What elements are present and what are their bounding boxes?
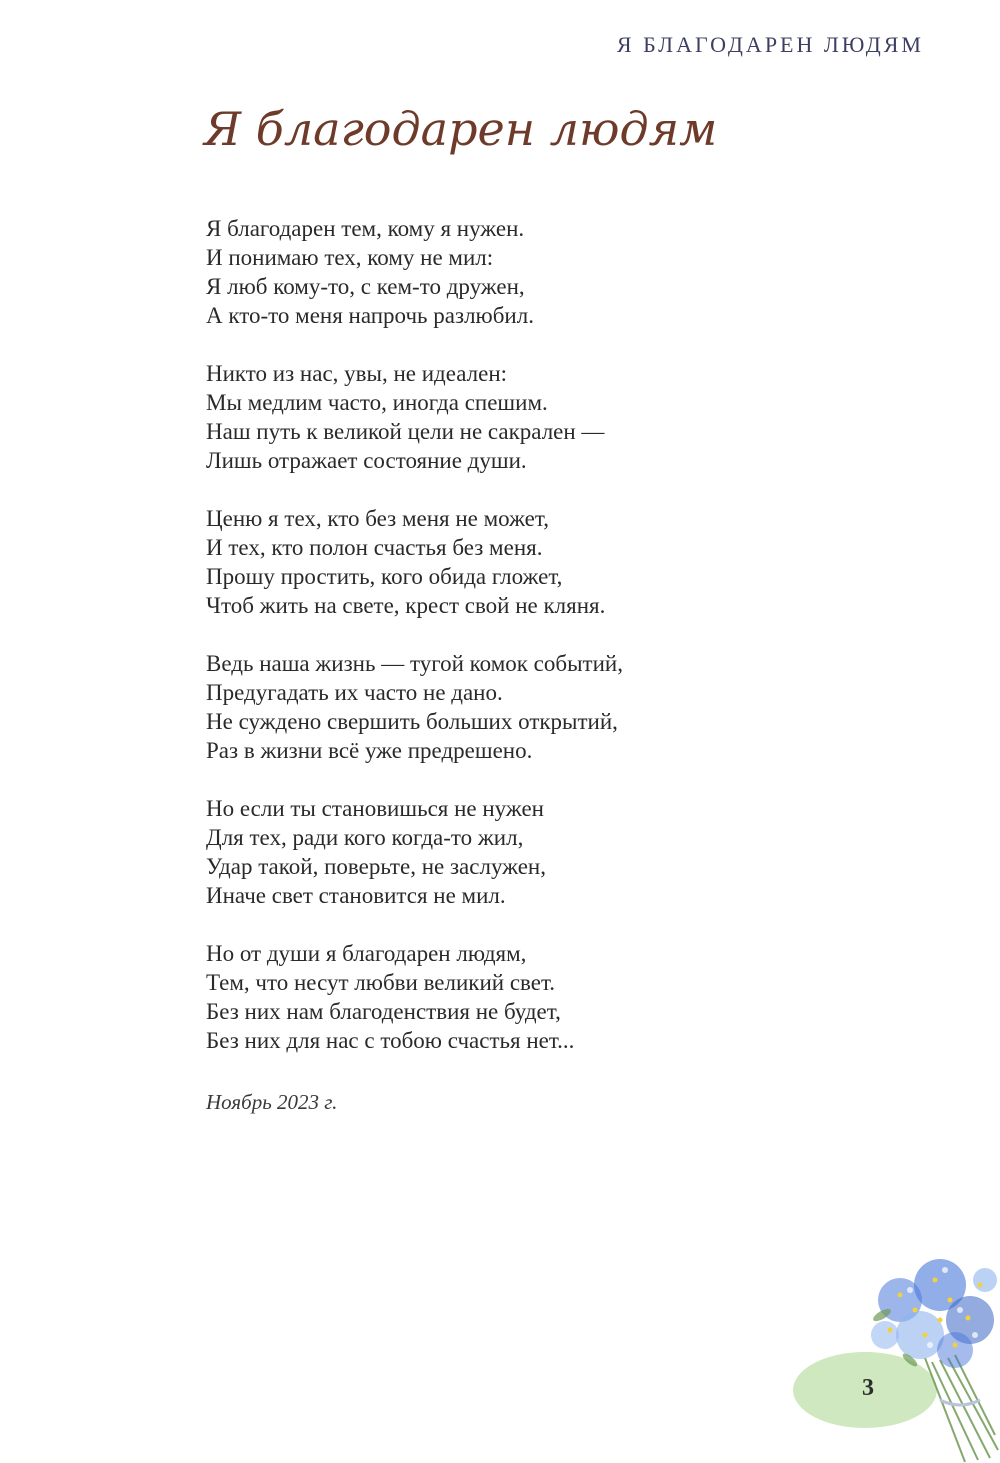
stanza bbox=[206, 794, 766, 910]
poem-line: А кто-то меня напрочь разлюбил. bbox=[206, 303, 534, 328]
poem-line: И понимаю тех, кому не мил: bbox=[206, 245, 494, 270]
stanza bbox=[206, 939, 766, 1055]
poem-line: Ценю я тех, кто без меня не может, bbox=[206, 506, 549, 531]
poem-title: Я благодарен людям bbox=[204, 102, 718, 156]
poem-line: Тем, что несут любви великий свет. bbox=[206, 970, 556, 995]
flower-cluster bbox=[871, 1259, 997, 1368]
poem-line: Я благодарен тем, кому я нужен. bbox=[206, 216, 525, 241]
poem-line: Ведь наша жизнь — тугой комок событий, bbox=[206, 651, 623, 676]
poem-line: Но если ты становишься не нужен bbox=[206, 796, 544, 821]
poem-line: Не суждено свершить больших открытий, bbox=[206, 709, 618, 734]
stanza bbox=[206, 504, 766, 620]
poem-line: Мы медлим часто, иногда спешим. bbox=[206, 390, 548, 415]
stanza bbox=[206, 359, 766, 475]
poem-line: Но от души я благодарен людям, bbox=[206, 941, 527, 966]
running-header: Я БЛАГОДАРЕН ЛЮДЯМ bbox=[616, 32, 924, 57]
poem-date: Ноябрь 2023 г. bbox=[206, 1090, 338, 1114]
poem-line: Иначе свет становится не мил. bbox=[206, 883, 506, 908]
poem-line: Чтоб жить на свете, крест свой не кляня. bbox=[206, 593, 606, 618]
poem-line: Наш путь к великой цели не сакрален — bbox=[206, 419, 605, 444]
poem-line: Никто из нас, увы, не идеален: bbox=[206, 361, 508, 386]
forget-me-not-bouquet-icon bbox=[790, 1240, 1000, 1463]
poem-body bbox=[206, 214, 766, 1084]
poem-line: Раз в жизни всё уже предрешено. bbox=[206, 738, 533, 763]
poem-line: Для тех, ради кого когда-то жил, bbox=[206, 825, 524, 850]
poem-line: Без них нам благоденствия не будет, bbox=[206, 999, 561, 1024]
poem-line: Предугадать их часто не дано. bbox=[206, 680, 503, 705]
poem-line: Без них для нас с тобою счастья нет... bbox=[206, 1028, 575, 1053]
stanza bbox=[206, 214, 766, 330]
page-number: 3 bbox=[862, 1375, 874, 1401]
poem-line: Прошу простить, кого обида гложет, bbox=[206, 564, 563, 589]
poem-line: Удар такой, поверьте, не заслужен, bbox=[206, 854, 546, 879]
stems bbox=[925, 1355, 998, 1462]
stanza bbox=[206, 649, 766, 765]
poem-line: Лишь отражает состояние души. bbox=[206, 448, 527, 473]
poem-line: И тех, кто полон счастья без меня. bbox=[206, 535, 543, 560]
poem-line: Я люб кому-то, с кем-то дружен, bbox=[206, 274, 525, 299]
